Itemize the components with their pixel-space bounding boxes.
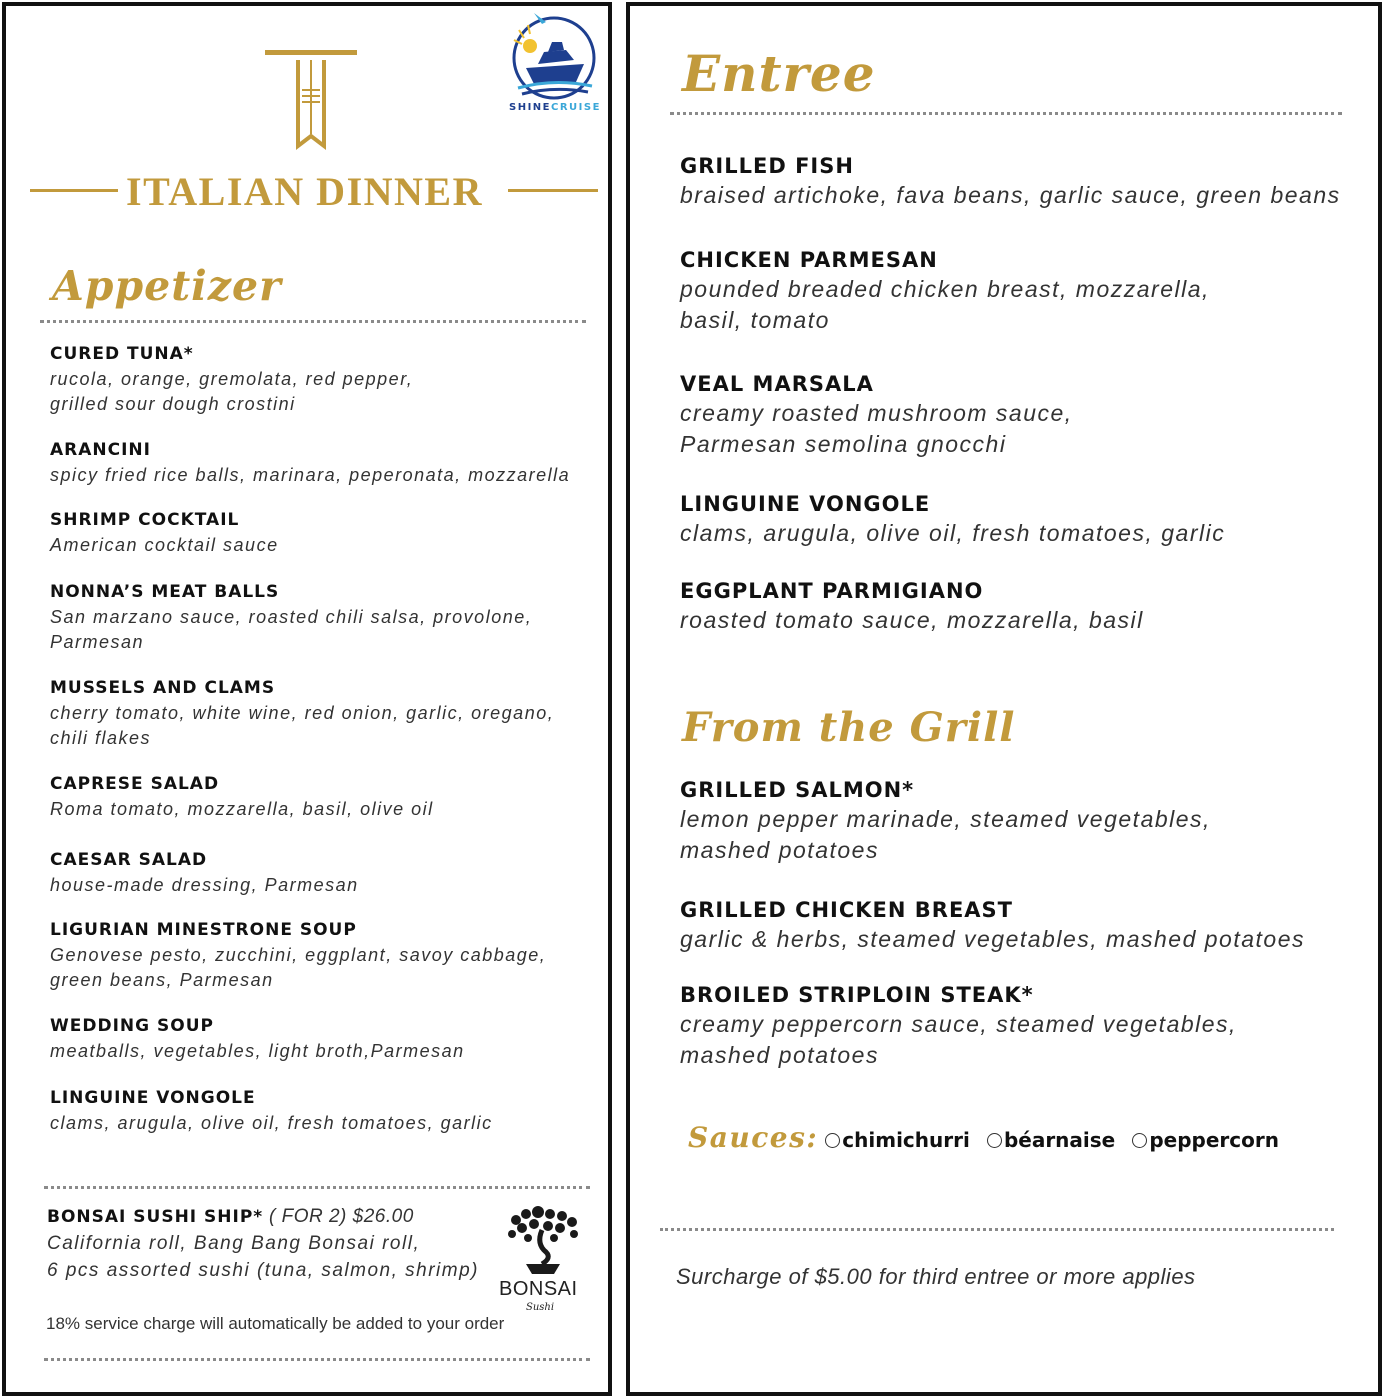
menu-item-name: CAPRESE SALAD (50, 774, 220, 794)
entree-divider (670, 112, 1342, 115)
menu-item-desc-line: Genovese pesto, zucchini, eggplant, savoy cabbage, (50, 945, 547, 965)
sauces-line (688, 1121, 1289, 1154)
sushi-item (47, 1206, 479, 1284)
menu-item-desc-line: Roma tomato, mozzarella, basil, olive oil (50, 799, 434, 819)
title-rule-left (30, 189, 118, 192)
menu-item (50, 774, 434, 822)
menu-item-desc-line: American cocktail sauce (50, 535, 279, 555)
menu-item (680, 492, 1225, 549)
menu-item (50, 920, 546, 993)
service-charge-note: 18% service charge will automatically be added to your order (46, 1314, 505, 1333)
menu-item-name: CHICKEN PARMESAN (680, 248, 938, 272)
menu-item-name: ARANCINI (50, 440, 151, 460)
menu-item-desc-line: rucola, orange, gremolata, red pepper, (50, 369, 414, 389)
menu-item-name: LIGURIAN MINESTRONE SOUP (50, 920, 357, 940)
menu-item-name: MUSSELS AND CLAMS (50, 678, 276, 698)
menu-item (50, 1016, 465, 1064)
menu-item (680, 372, 1073, 460)
menu-item-name: BROILED STRIPLOIN STEAK* (680, 983, 1034, 1007)
sushi-name: BONSAI SUSHI SHIP* (47, 1207, 264, 1227)
menu-item (50, 344, 413, 417)
right-menu-panel (626, 2, 1382, 1396)
bonsai-logo-text: BONSAI (499, 1278, 578, 1300)
shine-cruise-logo-text: SHINECRUISE (509, 102, 601, 113)
surcharge-divider (660, 1228, 1334, 1231)
menu-item-desc-line: chili flakes (50, 728, 152, 748)
menu-item (680, 248, 1210, 336)
menu-item-name: WEDDING SOUP (50, 1016, 214, 1036)
left-menu-panel (2, 2, 612, 1396)
menu-item-desc-line: pounded breaded chicken breast, mozzarella, (680, 276, 1210, 302)
menu-item-desc-line: braised artichoke, fava beans, garlic sauce, green beans (680, 182, 1341, 208)
menu-item (680, 778, 1211, 866)
menu-item-desc-line: clams, arugula, olive oil, fresh tomatoes, garlic (50, 1113, 493, 1133)
sauce-option-peppercorn[interactable]: peppercorn (1130, 1132, 1289, 1151)
menu-item-desc-line: creamy roasted mushroom sauce, (680, 400, 1073, 426)
title-rule-right (508, 189, 598, 192)
menu-item-desc-line: spicy fried rice balls, marinara, peperonata, mozzarella (50, 465, 571, 485)
menu-item-desc-line: clams, arugula, olive oil, fresh tomatoes, garlic (680, 520, 1226, 546)
menu-item-desc-line: garlic & herbs, steamed vegetables, mashed potatoes (680, 926, 1305, 952)
menu-item (50, 850, 359, 898)
menu-item-name: GRILLED SALMON* (680, 778, 915, 802)
radio-circle-icon[interactable] (825, 1133, 840, 1148)
menu-item-name: NONNA’S MEAT BALLS (50, 582, 280, 602)
grill-heading: From the Grill (682, 704, 1016, 751)
menu-item-desc-line: lemon pepper marinade, steamed vegetables, (680, 806, 1211, 832)
menu-item (680, 579, 1144, 636)
sauce-option-bearnaise[interactable]: béarnaise (985, 1132, 1125, 1151)
menu-item (680, 154, 1341, 211)
menu-item (50, 582, 532, 655)
menu-item-desc-line: mashed potatoes (680, 837, 879, 863)
menu-item-desc-line: San marzano sauce, roasted chili salsa, provolone, (50, 607, 533, 627)
t-monogram-icon (261, 46, 361, 156)
sushi-divider-top (44, 1186, 590, 1189)
sauces-label: Sauces: (688, 1121, 819, 1154)
sushi-desc-line: 6 pcs assorted sushi (tuna, salmon, shrimp) (47, 1260, 479, 1281)
menu-item-desc-line: green beans, Parmesan (50, 970, 274, 990)
menu-item-desc-line: creamy peppercorn sauce, steamed vegetables, (680, 1011, 1237, 1037)
menu-item-desc-line: cherry tomato, white wine, red onion, garlic, oregano, (50, 703, 555, 723)
menu-title: ITALIAN DINNER (126, 169, 483, 214)
bonsai-logo-script: Sushi (526, 1302, 555, 1313)
menu-item (50, 510, 279, 558)
menu-item-name: LINGUINE VONGOLE (50, 1088, 256, 1108)
shine-cruise-logo-icon (504, 8, 604, 103)
menu-item (680, 983, 1237, 1071)
surcharge-note: Surcharge of $5.00 for third entree or more applies (676, 1264, 1196, 1289)
menu-item-desc-line: Parmesan semolina gnocchi (680, 431, 1007, 457)
menu-item-desc-line: meatballs, vegetables, light broth,Parmesan (50, 1041, 465, 1061)
sushi-price: ( FOR 2) $26.00 (263, 1206, 414, 1227)
appetizer-heading: Appetizer (52, 262, 282, 310)
sauce-option-chimichurri[interactable]: chimichurri (823, 1132, 980, 1151)
menu-item-name: GRILLED CHICKEN BREAST (680, 898, 1014, 922)
menu-item-name: LINGUINE VONGOLE (680, 492, 931, 516)
appetizer-divider (40, 320, 586, 323)
menu-item-desc-line: mashed potatoes (680, 1042, 879, 1068)
menu-item-desc-line: basil, tomato (680, 307, 830, 333)
menu-item-name: VEAL MARSALA (680, 372, 874, 396)
menu-item-name: GRILLED FISH (680, 154, 854, 178)
menu-item (50, 440, 570, 488)
menu-item-desc-line: Parmesan (50, 632, 145, 652)
radio-circle-icon[interactable] (1132, 1133, 1147, 1148)
menu-item-desc-line: grilled sour dough crostini (50, 394, 296, 414)
menu-item-name: CAESAR SALAD (50, 850, 208, 870)
menu-item (50, 1088, 493, 1136)
bonsai-tree-icon (504, 1204, 584, 1280)
sushi-divider-bottom (44, 1358, 590, 1361)
menu-item-name: EGGPLANT PARMIGIANO (680, 579, 984, 603)
menu-item-name: SHRIMP COCKTAIL (50, 510, 240, 530)
menu-item-desc-line: house-made dressing, Parmesan (50, 875, 359, 895)
entree-heading: Entree (682, 44, 876, 103)
menu-item (680, 898, 1305, 955)
menu-item (50, 678, 554, 751)
menu-item-name: CURED TUNA* (50, 344, 194, 364)
menu-item-desc-line: roasted tomato sauce, mozzarella, basil (680, 607, 1144, 633)
sushi-desc-line: California roll, Bang Bang Bonsai roll, (47, 1233, 421, 1254)
radio-circle-icon[interactable] (987, 1133, 1002, 1148)
